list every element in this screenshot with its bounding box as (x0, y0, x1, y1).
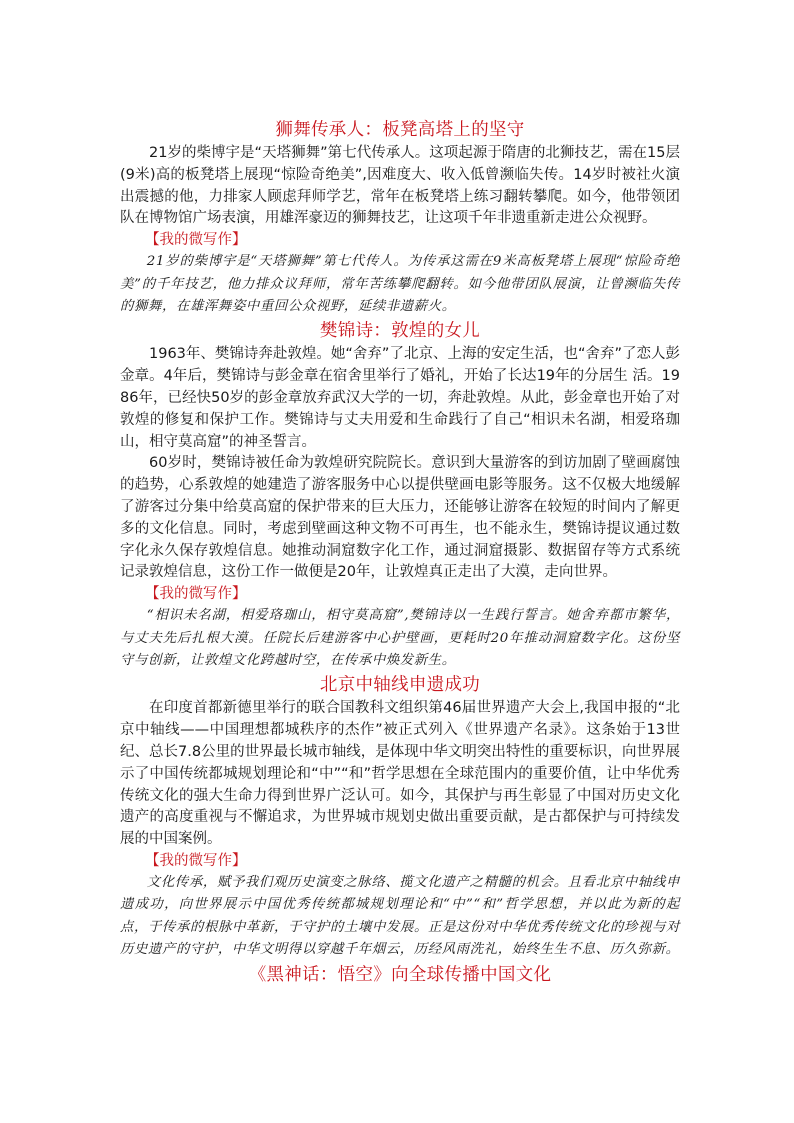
micro-writing-text: 21岁的柴博宇是“天塔狮舞”第七代传人。为传承这需在9米高板凳塔上展现“惊险奇绝美”的千年技艺，他力排众议拜师，常年苦练攀爬翻转。如今他带团队展演，让曾濒临失传的狮舞，在雄浑舞姿中重回公众视野，延续非遗薪火。 (120, 254, 680, 314)
micro-writing-tag: 【我的微写作】 (145, 232, 247, 249)
paragraph: 60岁时，樊锦诗被任命为敦煌研究院院长。意识到大量游客的到访加剧了壁画腐蚀的趋势，心系敦煌的她建造了游客服务中心以提供壁画电影等服务。这不仅极大地缓解了游客过分集中给莫高窟的保护带来的巨大压力，还能够让游客在较短的时间内了解更多的文化信息。同时，考虑到壁画这种文物不可再生，也不能永生，樊锦诗提议通过数 字化永久保存敦煌信息。她推动洞窟数字化工作，通过洞窟摄影、数据留存等方式系统 记录敦煌信息，这份工作一做便是20年，让敦煌真正走出了大漠，走向世界。 (120, 455, 680, 581)
paragraph: 21岁的柴博宇是“天塔狮舞”第七代传承人。这项起源于隋唐的北狮技艺，需在15层(9米)高的板凳塔上展现“惊险奇绝美”,因难度大、收入低曾濒临失传。14岁时被社火演出震撼的他，力排家人顾虑拜师学艺，常年在板凳塔上练习翻转攀爬。如今，他带领团队在博物馆广场表演，用雄浑豪迈的狮舞技艺，让这项千年非遗重新走进公众视野。 (120, 145, 680, 227)
micro-writing-text: “相识未名湖，相爱珞珈山，相守莫高窟”,樊锦诗以一生践行誓言。她舍弃都市繁华，与丈夫先后扎根大漠。任院长后建游客中心护壁画，更耗时20年推动洞窟数字化。这份坚守与创新，让敦煌文化跨越时空，在传承中焕发新生。 (120, 608, 680, 668)
micro-writing-tag-line (120, 851, 680, 872)
paragraph: 1963年、樊锦诗奔赴敦煌。她“舍弃”了北京、上海的安定生活，也“舍弃”了恋人彭金章。4年后，樊锦诗与彭金章在宿舍里举行了婚礼，开始了长达19年的分居生 活。1986年，已经快50岁的彭金章放弃武汉大学的一切，奔赴敦煌。从此，彭金章也开始了对敦煌的修复和保护工作。樊锦诗与丈夫用爱和生命践行了自己“相识未名湖，相爱珞珈山，相守莫高窟”的神圣誓言。 (120, 346, 680, 450)
section-title-lion-dance: 狮舞传承人：板凳高塔上的坚守 (275, 120, 525, 140)
section-title-black-myth: 《黑神话：悟空》向全球传播中国文化 (248, 964, 552, 985)
micro-writing-tag: 【我的微写作】 (145, 852, 247, 869)
micro-writing-tag-line (120, 584, 680, 605)
micro-writing-text: 文化传承，赋予我们观历史演变之脉络、揽文化遗产之精髓的机会。且看北京中轴线申遗成功，向世界展示中国优秀传统都城规划理论和“中”“和”哲学思想，并以此为新的起点，于传承的根脉中革新，于守护的土壤中发展。正是这份对中华优秀传统文化的珍视与对历史遗产的守护，中华文明得以穿越千年烟云，历经风雨洗礼，始终生生不息、历久弥新。 (120, 874, 680, 958)
micro-writing-tag-line (120, 230, 680, 251)
micro-writing-tag: 【我的微写作】 (145, 586, 247, 603)
section-title-fan-jinshi: 樊锦诗：敦煌的女儿 (319, 321, 481, 342)
article-body (120, 117, 680, 988)
paragraph: 在印度首都新德里举行的联合国教科文组织第46届世界遗产大会上,我国申报的“北京中轴线——中国理想都城秩序的杰作”被正式列入《世界遗产名录》。这条始于13世纪、总长7.8公里的世界最长城市轴线，是体现中华文明突出特性的重要标识，向世界展示了中国传统都城规划理论和“中”“和”哲学思想在全球范围内的重要价值，让中华优秀传统文化的强大生命力得到世界广泛认可。如今，其保护与再生彰显了中国对历史文化遗产的高度重视与不懈追求，为世界城市规划史做出重要贡献，是古都保护与可持续发展的中国案例。 (120, 700, 680, 848)
section-title-central-axis: 北京中轴线申遗成功 (319, 675, 481, 696)
